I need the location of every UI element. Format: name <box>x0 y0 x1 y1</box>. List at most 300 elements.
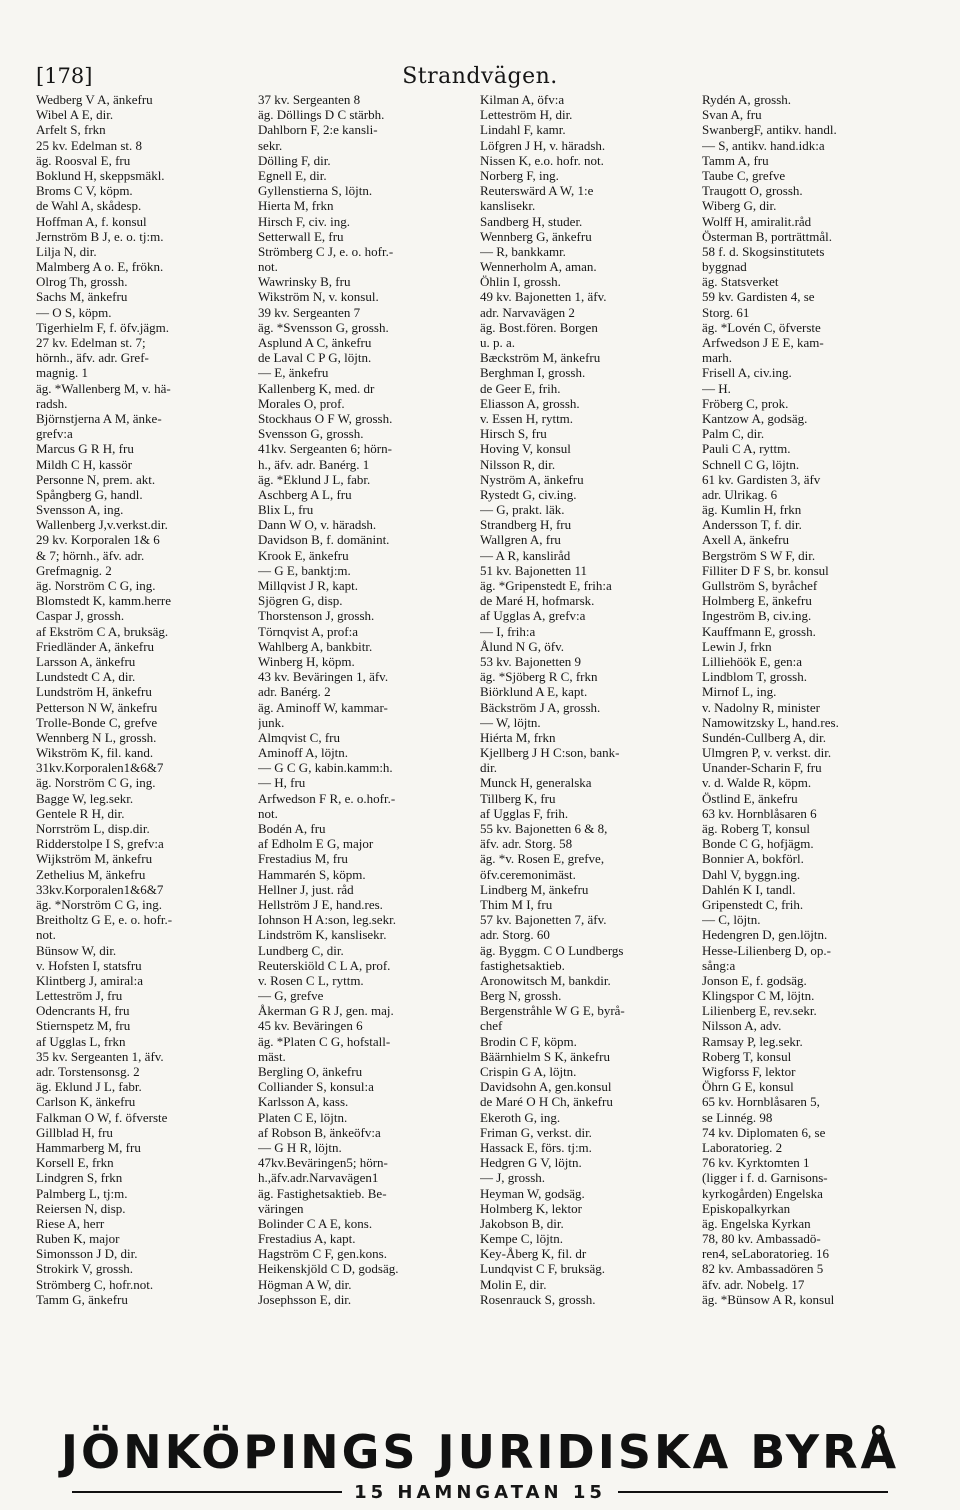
directory-entry: Lilliehöök E, gen:a <box>702 653 803 669</box>
directory-entry: fastighetsaktieb. <box>480 957 565 973</box>
directory-entry: Kilman A, öfv:a <box>480 92 565 107</box>
directory-entry: Sjögren G, disp. <box>258 593 343 609</box>
directory-entry: Petterson N W, änkefru <box>36 699 158 715</box>
directory-entry: Traugott O, grossh. <box>702 183 803 199</box>
directory-entry: Wennerholm A, aman. <box>480 259 597 275</box>
directory-entry: Riese A, herr <box>36 1215 105 1231</box>
column-3 <box>480 92 702 1432</box>
right-rule <box>618 1491 888 1493</box>
directory-entry: — R, bankkamr. <box>480 243 566 259</box>
directory-entry: Axell A, änkefru <box>702 532 790 548</box>
directory-entry: Dahlén K I, tandl. <box>702 881 796 897</box>
directory-entry: Nilsson A, adv. <box>702 1018 782 1034</box>
directory-entry: Odencrants H, fru <box>36 1003 130 1019</box>
directory-entry: adr. Ulrikag. 6 <box>702 486 778 502</box>
directory-entry: Strömberg C J, e. o. hofr.- <box>258 243 394 259</box>
directory-entry: 41kv. Sergeanten 6; hörn- <box>258 441 392 457</box>
directory-entry: Bæckström M, änkefru <box>480 350 601 366</box>
directory-entry: — G C G, kabin.kamm:h. <box>258 760 393 776</box>
directory-entry: Norrström L, disp.dir. <box>36 821 150 836</box>
directory-entry: not. <box>258 259 278 275</box>
directory-entry: — A R, kansliråd <box>480 547 571 563</box>
directory-entry: Malmberg A o. E, frökn. <box>36 259 164 275</box>
directory-entry: Molin E, dir. <box>480 1276 547 1292</box>
directory-entry: Lewin J, frkn <box>702 638 772 654</box>
directory-entry: Svensson G, grossh. <box>258 426 364 442</box>
directory-entry: Aminoff A, löjtn. <box>258 745 349 761</box>
directory-entry: (ligger i f. d. Garnisons- <box>702 1170 828 1186</box>
directory-entry: hörnh., äfv. adr. Gref- <box>36 350 149 366</box>
directory-entry: Bünsow W, dir. <box>36 942 117 958</box>
directory-entry: Ulmgren P, v. verkst. dir. <box>702 745 832 761</box>
directory-entry: — W, löjtn. <box>480 714 541 730</box>
directory-entry: 29 kv. Korporalen 1& 6 <box>36 532 160 548</box>
directory-entry: Egnell E, dir. <box>258 167 327 183</box>
directory-entry: Holmberg K, lektor <box>480 1200 582 1216</box>
directory-entry: Högman A W, dir. <box>258 1276 352 1292</box>
directory-entry: Sandberg H, studer. <box>480 213 583 229</box>
directory-entry: Letteström H, dir. <box>480 107 573 123</box>
directory-entry: 59 kv. Gardisten 4, se <box>702 289 815 305</box>
directory-entry: & 7; hörnh., äfv. adr. <box>36 547 145 563</box>
directory-entry: Almqvist C, fru <box>258 729 340 745</box>
directory-entry: Mildh C H, kassör <box>36 456 133 472</box>
directory-entry: Bäärnhielm S K, änkefru <box>480 1048 610 1064</box>
directory-entry: — G E, banktj:m. <box>258 562 351 578</box>
directory-entry: radsh. <box>36 395 68 411</box>
directory-entry: Wigforss F, lektor <box>702 1064 796 1079</box>
directory-entry: Friedländer A, änkefru <box>36 638 155 654</box>
directory-entry: 31kv.Korporalen1&6&7 <box>36 760 164 776</box>
directory-entry: Jernström B J, e. o. tj:m. <box>36 228 164 244</box>
directory-entry: Lundstedt C A, dir. <box>36 669 136 685</box>
directory-entry: Kantzow A, godsäg. <box>702 410 808 426</box>
directory-entry: Sundén-Cullberg A, dir. <box>702 729 826 745</box>
directory-entry: Holmberg E, änkefru <box>702 593 812 609</box>
directory-entry: 65 kv. Hornblåsaren 5, <box>702 1094 820 1110</box>
directory-entry: äg. *Gripenstedt E, frih:a <box>480 578 612 593</box>
directory-entry: Kauffmann E, grossh. <box>702 623 816 639</box>
directory-entry: Olrog Th, grossh. <box>36 274 128 290</box>
advertisement-address: 15 HAMNGATAN 15 <box>354 1481 606 1503</box>
directory-columns <box>36 92 924 1432</box>
directory-entry: äfv. adr. Nobelg. 17 <box>702 1276 805 1292</box>
directory-entry: Wallenberg J,v.verkst.dir. <box>36 517 168 533</box>
directory-entry: adr. Banérg. 2 <box>258 684 331 700</box>
directory-entry: Bergström S W F, dir. <box>702 547 816 563</box>
directory-entry: Eliasson A, grossh. <box>480 395 580 411</box>
directory-entry: Unander-Scharin F, fru <box>702 760 822 776</box>
directory-entry: Hagström C F, gen.kons. <box>258 1246 387 1262</box>
directory-entry: Bergling O, änkefru <box>258 1064 363 1079</box>
directory-entry: 27 kv. Edelman st. 7; <box>36 335 146 350</box>
directory-entry: Karlsson A, kass. <box>258 1094 349 1110</box>
directory-entry: Hoffman A, f. konsul <box>36 213 147 229</box>
directory-entry: Österman B, porträttmål. <box>702 228 832 244</box>
directory-entry: Lindgren S, frkn <box>36 1170 123 1186</box>
directory-entry: Ålund N G, öfv. <box>480 638 565 654</box>
directory-entry: Tamm G, änkefru <box>36 1291 128 1307</box>
directory-entry: Törnqvist A, prof:a <box>258 623 359 639</box>
directory-entry: Krook E, änkefru <box>258 547 349 563</box>
directory-entry: Bäckström J A, grossh. <box>480 699 601 715</box>
directory-entry: äg. Bost.fören. Borgen <box>480 319 598 335</box>
directory-entry: väringen <box>258 1200 304 1216</box>
directory-entry: Wikström K, fil. kand. <box>36 745 154 761</box>
directory-entry: Dahlborn F, 2:e kansli- <box>258 122 378 138</box>
directory-entry: Heikenskjöld C D, godsäg. <box>258 1261 399 1277</box>
directory-entry: Setterwall E, fru <box>258 228 344 244</box>
directory-entry: kanslisekr. <box>480 198 536 214</box>
directory-entry: Norberg F, ing. <box>480 167 559 183</box>
directory-entry: — C, löjtn. <box>702 912 761 928</box>
directory-entry: Lindberg M, änkefru <box>480 881 589 897</box>
directory-entry: Wallgren A, fru <box>480 532 561 548</box>
directory-entry: sång:a <box>702 957 736 973</box>
directory-entry: Ridderstolpe I S, grefv:a <box>36 836 164 852</box>
directory-entry: Strömberg C, hofr.not. <box>36 1276 154 1292</box>
directory-entry: Rystedt G, civ.ing. <box>480 486 577 502</box>
directory-entry: äg. Döllings D C stärbh. <box>258 107 385 123</box>
directory-entry: Taube C, grefve <box>702 167 786 183</box>
directory-entry: Lindström K, kanslisekr. <box>258 927 387 943</box>
directory-entry: Fröberg C, prok. <box>702 395 789 411</box>
directory-entry: Hoving V, konsul <box>480 441 571 457</box>
directory-entry: Arfwedson J E E, kam- <box>702 335 824 350</box>
directory-entry: de Maré O H Ch, änkefru <box>480 1094 613 1110</box>
directory-entry: Heyman W, godsäg. <box>480 1185 585 1201</box>
directory-entry: — I, frih:a <box>480 623 536 639</box>
directory-entry: Tamm A, fru <box>702 152 769 168</box>
directory-entry: — H. <box>702 380 731 396</box>
directory-entry: äg. Norström C G, ing. <box>36 578 156 593</box>
directory-entry: 55 kv. Bajonetten 6 & 8, <box>480 821 608 836</box>
directory-entry: not. <box>36 927 56 943</box>
directory-entry: Davidsohn A, gen.konsul <box>480 1079 612 1095</box>
directory-entry: Hellström J E, hand.res. <box>258 896 383 912</box>
directory-entry: Reiersen N, disp. <box>36 1200 126 1216</box>
directory-entry: v. d. Walde R, köpm. <box>702 775 812 791</box>
directory-entry: Personne N, prem. akt. <box>36 471 156 487</box>
directory-entry: Palmberg L, tj:m. <box>36 1185 128 1201</box>
directory-entry: de Laval C P G, löjtn. <box>258 350 372 366</box>
directory-entry: Berghman I, grossh. <box>480 365 586 381</box>
directory-entry: Arfwedson F R, e. o.hofr.- <box>258 790 396 806</box>
directory-entry: Gillblad H, fru <box>36 1124 113 1140</box>
directory-entry: Löfgren J H, v. häradsh. <box>480 137 606 153</box>
directory-entry: äg. Eklund J L, fabr. <box>36 1079 142 1095</box>
directory-entry: chef <box>480 1018 503 1034</box>
directory-entry: Bergenstråhle W G E, byrå- <box>480 1003 625 1019</box>
directory-entry: Winberg H, köpm. <box>258 653 355 669</box>
directory-entry: adr. Storg. 60 <box>480 927 550 943</box>
directory-entry: — E, änkefru <box>258 365 329 381</box>
directory-entry: 51 kv. Bajonetten 11 <box>480 562 587 578</box>
directory-entry: Spångberg G, handl. <box>36 486 143 502</box>
directory-entry: not. <box>258 805 278 821</box>
directory-entry: Namowitzsky L, hand.res. <box>702 714 839 730</box>
directory-entry: Ekeroth G, ing. <box>480 1109 561 1125</box>
directory-entry: Lindahl F, kamr. <box>480 122 566 138</box>
directory-entry: Roberg T, konsul <box>702 1048 792 1064</box>
directory-entry: — S, antikv. hand.idk:a <box>702 137 825 153</box>
directory-entry: Dölling F, dir. <box>258 152 331 168</box>
directory-entry: Davidson B, f. domänint. <box>258 532 390 548</box>
directory-entry: Brodin C F, köpm. <box>480 1033 577 1049</box>
directory-entry: Kallenberg K, med. dr <box>258 380 375 396</box>
directory-entry: Larsson A, änkefru <box>36 653 136 669</box>
advertisement-address-row <box>60 1480 900 1504</box>
directory-entry: Episkopalkyrkan <box>702 1200 791 1216</box>
directory-entry: Wahlberg A, bankbitr. <box>258 638 373 654</box>
directory-entry: Marcus G R H, fru <box>36 441 134 457</box>
directory-entry: Hedgren G V, löjtn. <box>480 1155 582 1171</box>
directory-entry: Lundström H, änkefru <box>36 684 152 700</box>
directory-entry: SwanbergF, antikv. handl. <box>702 122 837 138</box>
directory-entry: Filliter D F S, br. konsul <box>702 562 829 578</box>
directory-entry: Laboratorieg. 2 <box>702 1139 783 1155</box>
advertisement-title: JÖNKÖPINGS JURIDISKA BYRÅ <box>60 1425 900 1479</box>
directory-entry: Schnell C G, löjtn. <box>702 456 800 472</box>
directory-entry: Rosenrauck S, grossh. <box>480 1291 596 1307</box>
directory-entry: Hierta M, frkn <box>258 198 334 214</box>
directory-entry: mäst. <box>258 1048 286 1064</box>
directory-entry: Falkman O W, f. öfverste <box>36 1109 168 1125</box>
directory-entry: Blomstedt K, kamm.herre <box>36 593 172 609</box>
directory-entry: äg. Roberg T, konsul <box>702 821 810 836</box>
directory-entry: Öhlin I, grossh. <box>480 274 561 290</box>
directory-entry: Iohnson H A:son, leg.sekr. <box>258 912 396 928</box>
directory-entry: äg. *Platen C G, hofstall- <box>258 1033 391 1049</box>
directory-entry: af Ugglas L, frkn <box>36 1033 126 1049</box>
directory-entry: Sachs M, änkefru <box>36 289 128 305</box>
directory-entry: 47kv.Beväringen5; hörn- <box>258 1155 388 1171</box>
directory-entry: Palm C, dir. <box>702 426 765 442</box>
directory-entry: 82 kv. Ambassadören 5 <box>702 1261 824 1277</box>
directory-entry: h., äfv. adr. Banérg. 1 <box>258 456 370 472</box>
directory-entry: Jonson E, f. godsäg. <box>702 972 807 988</box>
directory-entry: äg. *Lovén C, öfverste <box>702 319 821 335</box>
directory-entry: 49 kv. Bajonetten 1, äfv. <box>480 289 607 305</box>
directory-entry: Thorstenson J, grossh. <box>258 608 375 624</box>
directory-entry: Wikström N, v. konsul. <box>258 289 379 305</box>
directory-entry: 43 kv. Beväringen 1, äfv. <box>258 669 389 685</box>
directory-entry: Kempe C, löjtn. <box>480 1231 564 1247</box>
directory-entry: Gripenstedt C, frih. <box>702 896 804 912</box>
directory-entry: Aschberg A L, fru <box>258 486 352 502</box>
directory-entry: Frestadius A, kapt. <box>258 1231 356 1247</box>
directory-entry: — O S, köpm. <box>36 304 112 320</box>
directory-entry: Friman G, verkst. dir. <box>480 1124 592 1140</box>
directory-entry: 33kv.Korporalen1&6&7 <box>36 881 164 897</box>
directory-entry: Blix L, fru <box>258 502 314 518</box>
directory-entry: Breitholtz G E, e. o. hofr.- <box>36 912 173 928</box>
directory-entry: äfv. adr. Storg. 58 <box>480 836 573 852</box>
directory-entry: Broms C V, köpm. <box>36 183 133 199</box>
directory-entry: af Edholm E G, major <box>258 836 374 852</box>
directory-entry: v. Nadolny R, minister <box>702 699 820 715</box>
directory-entry: Aronowitsch M, bankdir. <box>480 972 611 988</box>
column-4 <box>702 92 924 1432</box>
directory-entry: Lundberg C, dir. <box>258 942 344 958</box>
directory-entry: Hirsch F, civ. ing. <box>258 213 350 229</box>
directory-entry: Dahl V, byggn.ing. <box>702 866 801 882</box>
directory-entry: Letteström J, fru <box>36 988 123 1004</box>
directory-entry: äg. *Bünsow A R, konsul <box>702 1291 835 1307</box>
directory-entry: u. p. a. <box>480 335 516 350</box>
directory-entry: Östlind E, änkefru <box>702 790 798 806</box>
page-title: Strandvägen. <box>402 64 558 89</box>
directory-entry: äg. Statsverket <box>702 274 779 290</box>
directory-entry: Trolle-Bonde C, grefve <box>36 714 158 730</box>
directory-entry: Millqvist J R, kapt. <box>258 578 359 593</box>
directory-entry: Morales O, prof. <box>258 395 345 411</box>
directory-entry: junk. <box>258 714 285 730</box>
directory-entry: v. Essen H, ryttm. <box>480 410 574 426</box>
directory-entry: — J, grossh. <box>480 1170 546 1186</box>
directory-entry: Wennberg N L, grossh. <box>36 729 157 745</box>
directory-entry: Strokirk V, grossh. <box>36 1261 134 1277</box>
directory-entry: Wibel A E, dir. <box>36 107 114 123</box>
directory-entry: Bonnier A, bokförl. <box>702 851 804 867</box>
directory-entry: Storg. 61 <box>702 304 750 320</box>
page-number: [178] <box>36 64 93 88</box>
directory-entry: Kjellberg J H C:son, bank- <box>480 745 620 761</box>
directory-entry: äg. *Svensson G, grossh. <box>258 319 389 335</box>
directory-entry: adr. Narvavägen 2 <box>480 304 575 320</box>
directory-entry: Nilsson R, dir. <box>480 456 556 472</box>
directory-entry: 63 kv. Hornblåsaren 6 <box>702 805 817 821</box>
directory-entry: Lilienberg E, rev.sekr. <box>702 1003 817 1019</box>
directory-entry: Åkerman G R J, gen. maj. <box>258 1003 394 1019</box>
directory-entry: h.,äfv.adr.Narvavägen1 <box>258 1170 379 1186</box>
directory-entry: Hammarén S, köpm. <box>258 866 366 882</box>
directory-entry: Gullström S, byråchef <box>702 578 818 593</box>
directory-entry: Wennberg G, änkefru <box>480 228 592 244</box>
directory-entry: af Ekström C A, bruksäg. <box>36 623 169 639</box>
directory-entry: grefv:a <box>36 426 73 442</box>
directory-entry: Klingspor C M, löjtn. <box>702 988 815 1004</box>
directory-entry: Klintberg J, amiral:a <box>36 972 143 988</box>
directory-entry: Munck H, generalska <box>480 775 592 791</box>
directory-entry: Biörklund A E, kapt. <box>480 684 588 700</box>
directory-entry: Öhrn G E, konsul <box>702 1079 794 1095</box>
directory-entry: Gentele R H, dir. <box>36 805 125 821</box>
directory-entry: Wijkström M, änkefru <box>36 851 153 867</box>
directory-entry: Wawrinsky B, fru <box>258 274 351 290</box>
directory-entry: 57 kv. Bajonetten 7, äfv. <box>480 912 607 928</box>
directory-entry: Bagge W, leg.sekr. <box>36 790 134 806</box>
directory-entry: äg. Roosval E, fru <box>36 152 131 168</box>
directory-entry: Arfelt S, frkn <box>36 122 106 138</box>
directory-entry: Nyström A, änkefru <box>480 471 584 487</box>
directory-entry: äg. *Wallenberg M, v. hä- <box>36 380 171 396</box>
directory-entry: kyrkogården) Engelska <box>702 1185 823 1201</box>
directory-entry: Ruben K, major <box>36 1231 120 1247</box>
directory-entry: Wedberg V A, änkefru <box>36 92 153 107</box>
directory-entry: Gyllenstierna S, löjtn. <box>258 183 373 199</box>
directory-entry: marh. <box>702 350 732 366</box>
directory-entry: 53 kv. Bajonetten 9 <box>480 653 581 669</box>
directory-entry: byggnad <box>702 259 747 275</box>
directory-entry: Ramsay P, leg.sekr. <box>702 1033 803 1049</box>
directory-entry: äg. *v. Rosen E, grefve, <box>480 851 605 867</box>
directory-entry: äg. Norström C G, ing. <box>36 775 156 791</box>
directory-entry: Hammarberg M, fru <box>36 1139 141 1155</box>
directory-entry: äg. Kumlin H, frkn <box>702 502 802 518</box>
directory-entry: Carlson K, änkefru <box>36 1094 136 1110</box>
directory-entry: de Geer E, frih. <box>480 380 561 396</box>
column-1 <box>36 92 258 1432</box>
directory-entry: Grefmagnig. 2 <box>36 562 112 578</box>
directory-entry: Caspar J, grossh. <box>36 608 125 624</box>
directory-entry: Rydén A, grossh. <box>702 92 792 107</box>
directory-entry: magnig. 1 <box>36 365 88 381</box>
directory-entry: Lindblom T, grossh. <box>702 669 807 685</box>
directory-entry: 37 kv. Sergeanten 8 <box>258 92 361 107</box>
directory-entry: Bodén A, fru <box>258 821 326 836</box>
directory-entry: Tillberg K, fru <box>480 790 556 806</box>
directory-entry: Stockhaus O F W, grossh. <box>258 410 393 426</box>
directory-entry: Reuterskiöld C L A, prof. <box>258 957 391 973</box>
directory-entry: äg. Fastighetsaktieb. Be- <box>258 1185 387 1201</box>
directory-entry: — G, prakt. läk. <box>480 502 565 518</box>
directory-entry: äg. *Sjöberg R C, frkn <box>480 669 598 685</box>
directory-entry: v. Rosen C L, ryttm. <box>258 972 364 988</box>
directory-entry: de Maré H, hofmarsk. <box>480 593 595 609</box>
directory-entry: Wolff H, amiralit.råd <box>702 213 812 229</box>
directory-entry: Simonsson J D, dir. <box>36 1246 138 1262</box>
directory-entry: Zethelius M, änkefru <box>36 866 146 882</box>
directory-entry: dir. <box>480 760 497 776</box>
directory-entry: Hassack E, förs. tj:m. <box>480 1139 592 1155</box>
directory-entry: Ingeström B, civ.ing. <box>702 608 812 624</box>
directory-entry: 61 kv. Gardisten 3, äfv <box>702 471 821 487</box>
directory-entry: Platen C E, löjtn. <box>258 1109 348 1125</box>
directory-entry: Jakobson B, dir. <box>480 1215 564 1231</box>
directory-entry: se Linnég. 98 <box>702 1109 773 1125</box>
directory-entry: — G, grefve <box>258 988 324 1004</box>
directory-entry: Bolinder C A E, kons. <box>258 1215 373 1231</box>
directory-entry: Thim M I, fru <box>480 896 553 912</box>
directory-entry: Andersson T, f. dir. <box>702 517 802 533</box>
directory-entry: Svensson A, ing. <box>36 502 124 518</box>
directory-entry: 78, 80 kv. Ambassadö- <box>702 1231 821 1247</box>
directory-entry: 35 kv. Sergeanten 1, äfv. <box>36 1048 164 1064</box>
directory-entry: Hirsch S, fru <box>480 426 547 442</box>
directory-entry: Tigerhielm F, f. öfv.jägm. <box>36 319 170 335</box>
directory-entry: Hedengren D, gen.löjtn. <box>702 927 828 943</box>
directory-entry: Dann W O, v. häradsh. <box>258 517 377 533</box>
directory-entry: Lilja N, dir. <box>36 243 97 259</box>
directory-entry: v. Hofsten I, statsfru <box>36 957 142 973</box>
directory-entry: — H, fru <box>258 775 306 791</box>
directory-entry: öfv.ceremonimäst. <box>480 866 576 882</box>
directory-entry: Josephsson E, dir. <box>258 1291 352 1307</box>
directory-entry: äg. *Norström C G, ing. <box>36 896 163 912</box>
directory-entry: af Ugglas F, frih. <box>480 805 569 821</box>
directory-entry: ren4, seLaboratorieg. 16 <box>702 1246 830 1262</box>
directory-entry: af Ugglas A, grefv:a <box>480 608 586 624</box>
directory-entry: — G H R, löjtn. <box>258 1139 342 1155</box>
directory-entry: Asplund A C, änkefru <box>258 335 372 350</box>
directory-entry: Frestadius M, fru <box>258 851 348 867</box>
directory-entry: 58 f. d. Skogsinstitutets <box>702 243 825 259</box>
directory-entry: Hellner J, just. råd <box>258 881 354 897</box>
directory-entry: äg. Byggm. C O Lundbergs <box>480 942 624 958</box>
directory-entry: Berg N, grossh. <box>480 988 562 1004</box>
directory-entry: Colliander S, konsul:a <box>258 1079 374 1095</box>
